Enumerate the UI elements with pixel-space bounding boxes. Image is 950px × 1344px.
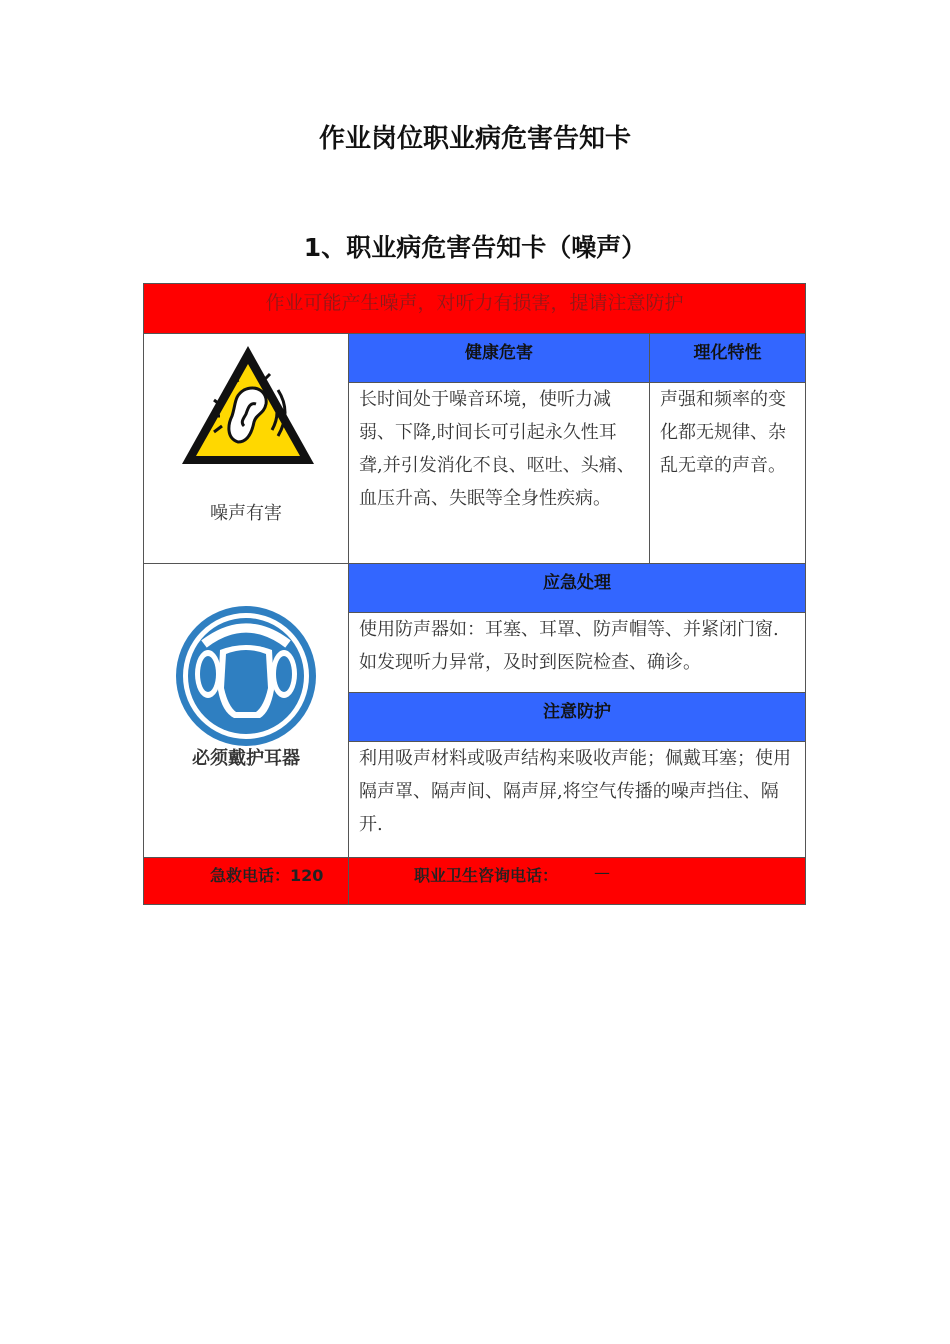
mandatory-sign-caption: 必须戴护耳器: [192, 748, 300, 769]
warning-sign-cell: [144, 333, 348, 563]
warning-sign-caption: 噪声有害: [210, 503, 282, 524]
properties-header: 理化特性: [649, 333, 805, 382]
consult-phone-value: —: [594, 863, 610, 882]
protection-header: 注意防护: [348, 692, 805, 741]
emergency-header: 应急处理: [348, 563, 805, 612]
consult-phone-label: 职业卫生咨询电话：: [414, 866, 559, 885]
protection-text: 利用吸声材料或吸声结构来吸收声能；佩戴耳塞；使用隔声罩、隔声间、隔声屏,将空气传播的噪声挡住、隔开.: [348, 741, 805, 857]
first-aid-phone: 急救电话：120: [210, 866, 324, 885]
document-title: 作业岗位职业病危害告知卡: [318, 124, 631, 154]
noise-warning-icon: [178, 342, 318, 470]
hazard-notice-card: [143, 283, 806, 905]
health-hazard-text: 长时间处于噪音环境，使听力减弱、下降,时间长可引起永久性耳聋,并引发消化不良、呕吐、头痛、血压升高、失眠等全身性疾病。: [348, 382, 649, 563]
health-hazard-header: 健康危害: [348, 333, 649, 382]
ear-protection-icon: [174, 604, 318, 748]
emergency-text: 使用防声器如：耳塞、耳罩、防声帽等、并紧闭门窗.如发现听力异常，及时到医院检查、确诊。: [348, 612, 805, 692]
first-aid-cell: [144, 857, 348, 904]
section-title: 1、职业病危害告知卡（噪声）: [303, 233, 647, 262]
consult-cell: [348, 857, 805, 904]
properties-text: 声强和频率的变化都无规律、杂乱无章的声音。: [649, 382, 805, 563]
mandatory-sign-cell: [144, 563, 348, 857]
warning-banner: 作业可能产生噪声，对听力有损害，提请注意防护: [144, 284, 805, 333]
